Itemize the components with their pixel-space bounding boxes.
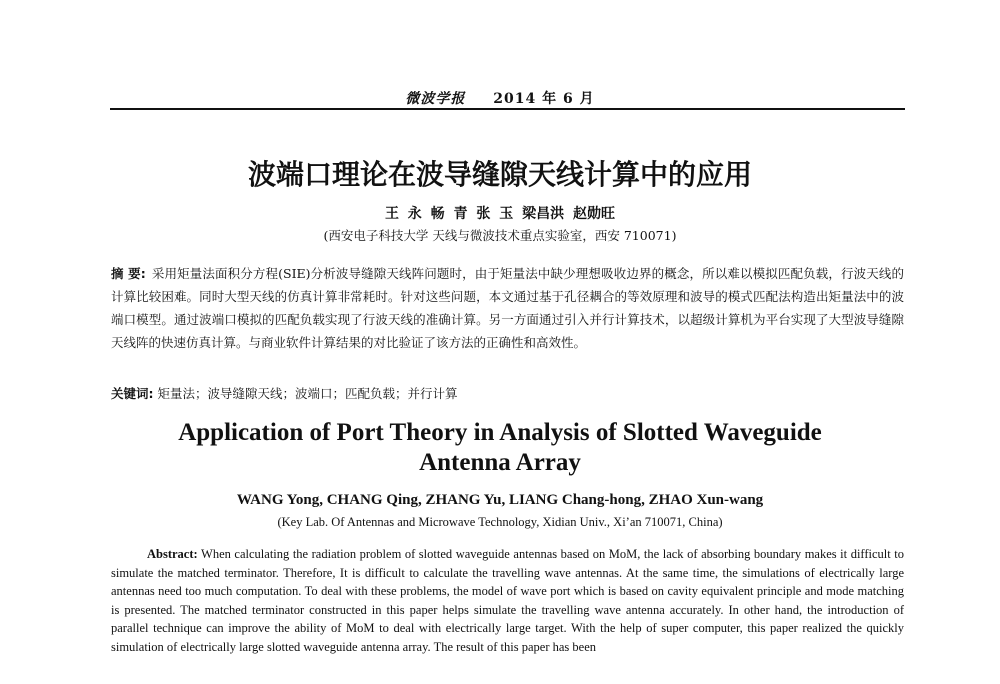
english-abstract: [111, 545, 904, 656]
running-header: [0, 88, 1000, 108]
chinese-keywords-label: 关键词:: [111, 386, 154, 401]
english-abstract-text: When calculating the radiation problem of slotted waveguide antennas based on MoM, the lack of absorbing boundary makes it difficult to simulate the matched terminator. Therefore, It is difficult to calculate the travelling wave antennas. At the same time, the simulations of electrically large antennas need too much computation. To deal with these problems, the model of wave port which is based on cavity equivalent principle and mode matching is presented. The matched terminator constructed in this paper helps simulate the travelling wave antenna accurately. In other hand, the introduction of parallel technique can improve the ability of MoM to deal with electrically large target. With the help of super computer, this paper realized the quickly simulation of electrically large slotted waveguide antenna array. The result of this paper has been: [111, 547, 905, 654]
english-title-line-2: Antenna Array: [419, 449, 581, 476]
header-rule: [110, 108, 905, 110]
chinese-authors: 王 永 畅 青 张 玉 梁昌洪 赵勋旺: [384, 206, 616, 222]
journal-name: 微波学报: [405, 91, 466, 107]
chinese-abstract: [111, 262, 904, 354]
chinese-abstract-label: 摘 要:: [111, 266, 146, 281]
english-title: [0, 418, 1000, 478]
issue-date: 2014 年 6 月: [493, 91, 595, 107]
chinese-keywords-text: 矩量法；波导缝隙天线；波端口；匹配负载；并行计算: [157, 386, 458, 401]
chinese-keywords: [111, 384, 904, 402]
english-title-line-1: Application of Port Theory in Analysis of Slotted Waveguide: [178, 419, 822, 446]
english-affiliation: (Key Lab. Of Antennas and Microwave Technology, Xidian Univ., Xi’an 710071, China): [277, 515, 723, 529]
chinese-affiliation: (西安电子科技大学 天线与微波技术重点实验室，西安 710071): [323, 228, 677, 243]
english-authors: WANG Yong, CHANG Qing, ZHANG Yu, LIANG Chang-hong, ZHAO Xun-wang: [236, 492, 764, 508]
chinese-abstract-text: 采用矩量法面积分方程(SIE)分析波导缝隙天线阵问题时，由于矩量法中缺少理想吸收边界的概念，所以难以模拟匹配负载，行波天线的计算比较困难。同时大型天线的仿真计算非常耗时。针对这些问题，本文通过基于孔径耦合的等效原理和波导的模式匹配法构造出矩量法中的波端口模型。通过波端口模拟的匹配负载实现了行波天线的准确计算。另一方面通过引入并行计算技术，以超级计算机为平台实现了大型波导缝隙天线阵的快速仿真计算。与商业软件计算结果的对比验证了该方法的正确性和高效性。: [111, 266, 904, 350]
english-abstract-label: Abstract:: [147, 547, 198, 561]
chinese-title: 波端口理论在波导缝隙天线计算中的应用: [247, 158, 752, 191]
